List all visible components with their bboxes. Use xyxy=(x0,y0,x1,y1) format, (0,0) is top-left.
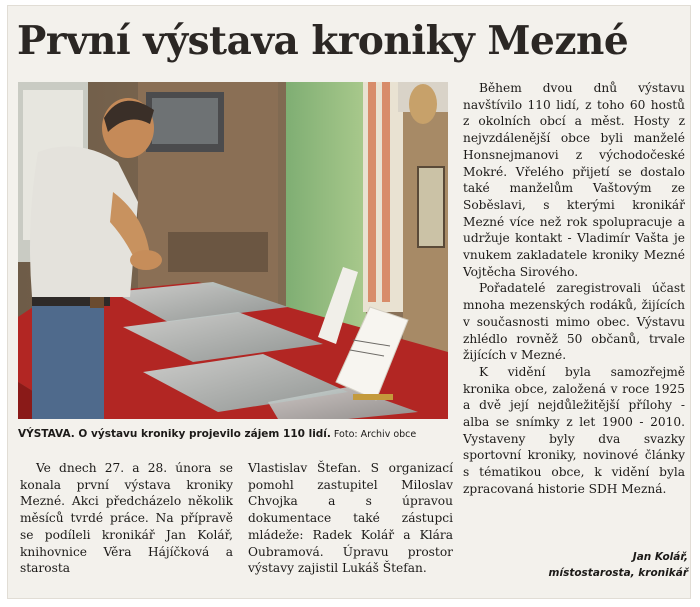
article-column-right xyxy=(463,80,685,498)
photo-caption xyxy=(18,424,458,445)
author-name: Jan Kolář, xyxy=(632,551,688,563)
article-headline: První výstava kroniky Mezné xyxy=(17,18,629,64)
author-role: místostarosta, kronikář xyxy=(548,567,688,579)
caption-credit: Foto: Archiv obce xyxy=(330,429,417,440)
article-paragraph: Ve dnech 27. a 28. února se konala první výstava kroniky Mezné. Akci předcházelo několik měsíců tvrdé práce. Na přípravě se podíleli kronikář Jan Kolář, knihovnice Věra Hájíčková a starosta xyxy=(20,461,233,576)
caption-text: O výstavu kroniky projevilo zájem 110 lidí. xyxy=(74,428,331,440)
article-column-left xyxy=(20,460,233,577)
article-paragraph: Během dvou dnů výstavu navštívilo 110 lidí, z toho 60 hostů z okolních obcí a měst. Hosty z nejvzdálenější obce byli manželé Honsnejmanovi z východočeské Mokré. Vřelého přijetí se dostalo také manželům Vaštovým ze Soběslavi, s kterými kronikář Mezné více než rok spolupracuje a udržuje kontakt - Vladimír Vašta je vnukem zakladatele kroniky Mezné Vojtěcha Sirového. xyxy=(463,81,685,279)
exhibition-photo-illustration xyxy=(18,82,448,419)
article-column-middle xyxy=(248,460,453,577)
caption-lead: VÝSTAVA. xyxy=(18,428,75,440)
article-paragraph: K vidění byla samozřejmě kronika obce, založená v roce 1925 a dvě její nejdůležitější přílohy - alba se snímky z let 1900 - 2010. Vystaveny byly dva svazky sportovní kroniky, novinové články s tématikou obce, k vidění byla zpracovaná historie SDH Mezná. xyxy=(463,364,685,496)
article-paragraph: Vlastislav Štefan. S organizací pomohl zastupitel Miloslav Chvojka a s úpravou dokumentace také zástupci mládeže: Radek Kolář a Klára Oubramová. Úpravu prostor výstavy zajistil Lukáš Štefan. xyxy=(248,461,453,576)
article-paragraph: Pořadatelé zaregistrovali účast mnoha mezenských rodáků, žijících v současnosti mimo obec. Výstavu zhlédlo rovněž 50 občanů, trvale žijících v Mezné. xyxy=(463,281,685,363)
exhibition-photo xyxy=(18,82,448,419)
